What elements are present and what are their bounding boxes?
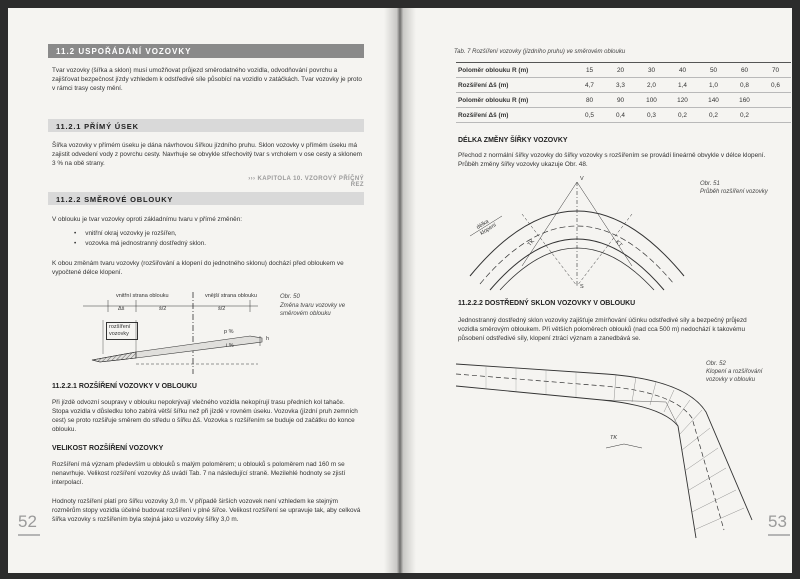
- figure-50-caption: Změna tvaru vozovky ve směrovém oblouku: [280, 303, 346, 317]
- widening-label: rozšíření vozovky: [106, 322, 138, 340]
- tangent-point-label-tk: TK: [526, 238, 537, 248]
- table-cell: 3,3: [605, 78, 636, 93]
- figure-52-number: Obr. 52: [706, 361, 726, 367]
- slope-p-label: p %: [224, 329, 234, 335]
- book-gutter-shadow: [384, 8, 416, 573]
- paragraph-curve-intro: V oblouku je tvar vozovky oproti základnímu tvaru v přímé změněn:: [52, 216, 243, 223]
- table-cell: 4,7: [574, 78, 605, 93]
- section-heading-11-2-2-2: 11.2.2.2 DOSTŘEDNÝ SKLON VOZOVKY V OBLOUKU: [458, 300, 636, 307]
- table-cell: 0,5: [574, 108, 605, 123]
- table-row: [456, 93, 791, 108]
- paragraph-widening-size: Rozšíření má význam především u oblouků s malým poloměrem; u oblouků s poloměrem nad 160 m se nenavrhuje. Velikost rozšíření vozovky Δš uvádí Tab. 7 na následující straně. Mezilehlé hodnoty se zjistí interpolací.: [52, 461, 346, 486]
- paragraph-inward-slope: Jednostranný dostředný sklon vozovky zajišťuje zmírňování účinku odstředivé síly a bezpečný průjezd vozidla směrovým obloukem. Při větších poloměrech oblouků (nad cca 500 m) nedochází k takovému působení odstředivé síly, klopení ztrácí význam a zanedbává se.: [458, 317, 747, 342]
- paragraph-intro: Tvar vozovky (šířka a sklon) musí umožňovat průjezd směrodatného vozidla, odvodňování povrchu a zajišťovat bezpečnost jízdy vzhledem k odstředivé síle působící na vozidlo v zatáčkách. Tvar vozovky je proto v rámci trasy cesty mění.: [52, 67, 362, 92]
- section-heading-11-2: 11.2 USPOŘÁDÁNÍ VOZOVKY: [48, 44, 364, 58]
- table-cell: 2,0: [636, 78, 667, 93]
- table-cell: 40: [667, 63, 698, 78]
- table-cell: 1,0: [698, 78, 729, 93]
- slope-i-label: i %: [226, 343, 234, 349]
- book-spread: [8, 8, 792, 573]
- figure-51-caption: Průběh rozšíření vozovky: [700, 189, 768, 195]
- heading-widening-size: VELIKOST ROZŠÍŘENÍ VOZOVKY: [52, 445, 164, 452]
- table-row: [456, 108, 791, 123]
- center-label-s: S: [580, 284, 584, 290]
- figure-50-number: Obr. 50: [280, 294, 300, 300]
- table-cell: 160: [729, 93, 760, 108]
- table-cell: 0,3: [636, 108, 667, 123]
- table-cell: 70: [760, 63, 791, 78]
- section-heading-11-2-2-1: 11.2.2.1 ROZŠÍŘENÍ VOZOVKY V OBLOUKU: [52, 383, 197, 390]
- section-heading-11-2-2: 11.2.2 SMĚROVÉ OBLOUKY: [48, 192, 364, 205]
- paragraph-width-change: Přechod z normální šířky vozovky do šířky vozovky s rozšířením se provádí lineárně obvykle v délce klopení. Průběh změny šířky vozovky ukazuje Obr. 48.: [458, 152, 766, 168]
- paragraph-superelevation: K obou změnám tvaru vozovky (rozšiřování a klopení do jednotného sklonu) dochází před obloukem ve vypočtené délce klopení.: [52, 260, 344, 276]
- table-cell: 0,8: [729, 78, 760, 93]
- height-label: h: [266, 336, 270, 342]
- vertex-label-v: V: [580, 176, 584, 182]
- widening-symbol-label: Δš: [118, 306, 125, 312]
- table-cell: 90: [605, 93, 636, 108]
- table-row-label: Poloměr oblouku R (m): [456, 93, 574, 108]
- table-row-label: Rozšíření Δš (m): [456, 108, 574, 123]
- figure-52-caption: Klopení a rozšiřování vozovky v oblouku: [706, 369, 763, 383]
- page-number-rule: [768, 534, 790, 536]
- page-number-left: 52: [18, 512, 37, 531]
- table-row-label: Rozšíření Δš (m): [456, 78, 574, 93]
- table-cell: 0,4: [605, 108, 636, 123]
- list-item: • vnitřní okraj vozovky je rozšířen,: [74, 229, 354, 239]
- table-7-caption: Tab. 7 Rozšíření vozovky (jízdního pruhu) ve směrovém oblouku: [454, 49, 626, 55]
- table-cell: 0,2: [667, 108, 698, 123]
- table-cell: 15: [574, 63, 605, 78]
- table-cell: 80: [574, 93, 605, 108]
- table-cell: 0,2: [698, 108, 729, 123]
- section-heading-11-2-1: 11.2.1 PŘÍMÝ ÚSEK: [48, 119, 364, 132]
- half-width-label-right: š/2: [218, 306, 226, 312]
- table-cell: [760, 108, 791, 123]
- outer-edge-label: vnější strana oblouku: [205, 293, 257, 299]
- table-cell: 100: [636, 93, 667, 108]
- bullet-list: [74, 229, 354, 249]
- table-cell: 30: [636, 63, 667, 78]
- curve-widening-diagram: [462, 176, 692, 294]
- table-cell: 0,2: [729, 108, 760, 123]
- table-cell: 140: [698, 93, 729, 108]
- right-page: [400, 8, 792, 573]
- paragraph-straight-section: Šířka vozovky v přímém úseku je dána návrhovou šířkou jízdního pruhu. Sklon vozovky v přímém úseku má zajistit odvedení vody z povrchu cesty. Navrhuje se obvykle střechovitý tvar s vrcholem v ose cesty a sklonem 3 % na obě strany.: [52, 142, 362, 167]
- page-number-rule: [18, 534, 40, 536]
- table-row-label: Poloměr oblouku R (m): [456, 63, 574, 78]
- table-cell: 60: [729, 63, 760, 78]
- tangent-point-label-tk: TK: [610, 435, 618, 441]
- table-cell: 50: [698, 63, 729, 78]
- table-cell: 20: [605, 63, 636, 78]
- figure-51-number: Obr. 51: [700, 181, 720, 187]
- table-cell: 120: [667, 93, 698, 108]
- table-row: [456, 78, 791, 93]
- list-item: • vozovka má jednostranný dostředný sklon.: [74, 239, 354, 249]
- superelevation-length-label: délka klopení: [475, 218, 498, 237]
- table-cell: 0,6: [760, 78, 791, 93]
- page-number-right: 53: [768, 512, 787, 531]
- table-row: [456, 63, 791, 78]
- table-cell: 1,4: [667, 78, 698, 93]
- widening-table: [456, 62, 791, 123]
- inner-edge-label: vnitřní strana oblouku: [116, 293, 169, 299]
- paragraph-widening-width: Hodnoty rozšíření platí pro šířku vozovky 3,0 m. V případě širších vozovek není vzhledem ke stejným rozměrům stopy vozidla účelné budovat rozšíření v plné šířce. Velikost rozšíření se upravuje tak, aby celková šířka vozovky s rozšířením byla stejná jako u vozovky šířky 3,0 m.: [52, 498, 361, 523]
- left-page: [8, 8, 400, 573]
- paragraph-widening: Při jízdě odvozní soupravy v oblouku nepokrývají vlečného vozidla nekopírují trasu předních kol tahače. Stopa vozidla v důsledku toho zabírá větší šířku než při jízdě v rovném úseku. Vozovka (jízdní pruh zemních cest) se proto rozšiřuje směrem do středu o šířku Δš. Vozovka s rozšířením se buduje od začátku do konce oblouku.: [52, 399, 358, 433]
- heading-width-change: DÉLKA ZMĚNY ŠÍŘKY VOZOVKY: [458, 137, 568, 144]
- table-cell: [760, 93, 791, 108]
- chapter-cross-reference: ››› KAPITOLA 10. VZOROVÝ PŘÍČNÝ ŘEZ: [248, 176, 364, 188]
- half-width-label-left: š/2: [159, 306, 167, 312]
- tangent-point-label-kt: KT: [613, 239, 624, 249]
